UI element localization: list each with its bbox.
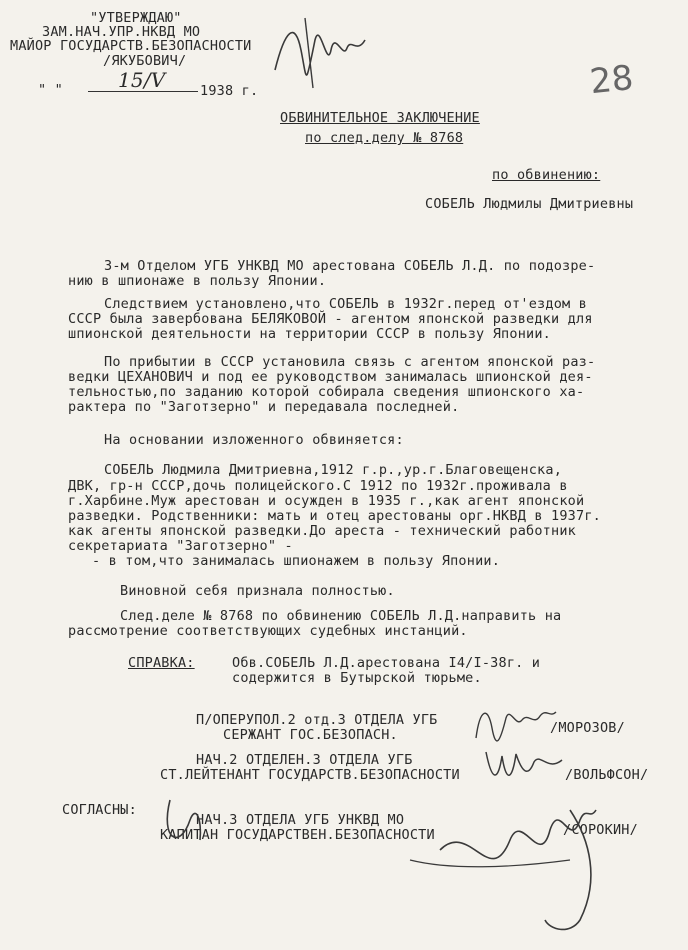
p5-line1: СОБЕЛЬ Людмила Дмитриевна,1912 г.р.,ур.г.Благовещенска, <box>104 462 563 478</box>
p3-line1: По прибытии в СССР установила связь с агентом японской раз- <box>104 354 596 370</box>
p3-line2: ведки ЦЕХАНОВИЧ и под ее руководством занималась шпионской дея- <box>68 369 593 385</box>
sig3-line1: НАЧ.3 ОТДЕЛА УГБ УНКВД МО <box>196 812 405 828</box>
note-line2: содержится в Бутырской тюрьме. <box>232 670 482 686</box>
note-line1: Обв.СОБЕЛЬ Л.Д.арестована I4/I-38г. и <box>232 655 541 671</box>
p5-line5: как агенты японской разведки.До ареста - технический работник <box>68 523 576 539</box>
sig3-line2: КАПИТАН ГОСУДАРСТВЕН.БЕЗОПАСНОСТИ <box>160 827 435 843</box>
p4-line: На основании изложенного обвиняется: <box>104 432 404 448</box>
p3-line3: тельностью,по заданию которой собирала сведения шпионского ха- <box>68 384 585 400</box>
note-label: СПРАВКА: <box>128 655 195 671</box>
document-title: ОБВИНИТЕЛЬНОЕ ЗАКЛЮЧЕНИЕ <box>280 110 480 126</box>
p2-line3: шпионской деятельности на территории СССР в пользу Японии. <box>68 326 552 342</box>
sig2-line1: НАЧ.2 ОТДЕЛЕН.3 ОТДЕЛА УГБ <box>196 752 413 768</box>
folio-number: 28 <box>588 57 636 103</box>
p7-line1: След.деле № 8768 по обвинению СОБЕЛЬ Л.Д.направить на <box>120 608 562 624</box>
sig1-line2: СЕРЖАНТ ГОС.БЕЗОПАСН. <box>223 727 398 743</box>
case-line: по след.делу № 8768 <box>305 130 464 146</box>
p1-line2: нию в шпионаже в пользу Японии. <box>68 273 327 289</box>
approval-date-year: 1938 г. <box>200 83 259 99</box>
sorokin-signature <box>150 780 630 940</box>
p2-line1: Следствием установлено,что СОБЕЛЬ в 1932г.перед от'ездом в <box>104 296 588 312</box>
sig1-line1: П/ОПЕРУПОЛ.2 отд.3 ОТДЕЛА УГБ <box>196 712 438 728</box>
approval-stamp: "УТВЕРЖДАЮ" <box>90 10 182 26</box>
morozov-signature <box>470 698 560 748</box>
p6-line: Виновной себя признала полностью. <box>120 583 395 599</box>
charge-label: по обвинению: <box>492 167 601 183</box>
p3-line4: рактера по "Заготзерно" и передавала последней. <box>68 399 460 415</box>
sig1-name: /МОРОЗОВ/ <box>550 720 625 736</box>
p7-line2: рассмотрение соответствующих судебных инстанций. <box>68 623 468 639</box>
p5-line3: г.Харбине.Муж арестован и осужден в 1935 г.,как агент японской <box>68 493 585 509</box>
p5-line7: - в том,что занималась шпионажем в пользу Японии. <box>92 553 501 569</box>
p5-line4: разведки. Родственники: мать и отец арестованы орг.НКВД в 1937г. <box>68 508 601 524</box>
sig2-name: /ВОЛЬФСОН/ <box>565 767 649 783</box>
p2-line2: СССР была завербована БЕЛЯКОВОЙ - агентом японской разведки для <box>68 311 593 327</box>
approval-line2: МАЙОР ГОСУДАРСТВ.БЕЗОПАСНОСТИ <box>10 38 252 54</box>
approval-line3: /ЯКУБОВИЧ/ <box>103 53 187 69</box>
p5-line6: секретариата "Заготзерно" - <box>68 538 293 554</box>
approver-signature <box>265 10 375 100</box>
approval-date-prefix: " " <box>38 82 63 98</box>
accused-name: СОБЕЛЬ Людмилы Дмитриевны <box>425 196 634 212</box>
agreed-label: СОГЛАСНЫ: <box>62 802 137 818</box>
p1-line1: 3-м Отделом УГБ УНКВД МО арестована СОБЕЛЬ Л.Д. по подозре- <box>104 258 596 274</box>
p5-line2: ДВК, гр-н СССР,дочь полицейского.С 1912 по 1932г.проживала в <box>68 478 568 494</box>
approval-line1: ЗАМ.НАЧ.УПР.НКВД МО <box>42 24 201 40</box>
sig3-name: /СОРОКИН/ <box>563 822 638 838</box>
approval-date-handwritten: 15/V <box>118 68 166 92</box>
sig2-line2: СТ.ЛЕЙТЕНАНТ ГОСУДАРСТВ.БЕЗОПАСНОСТИ <box>160 767 460 783</box>
